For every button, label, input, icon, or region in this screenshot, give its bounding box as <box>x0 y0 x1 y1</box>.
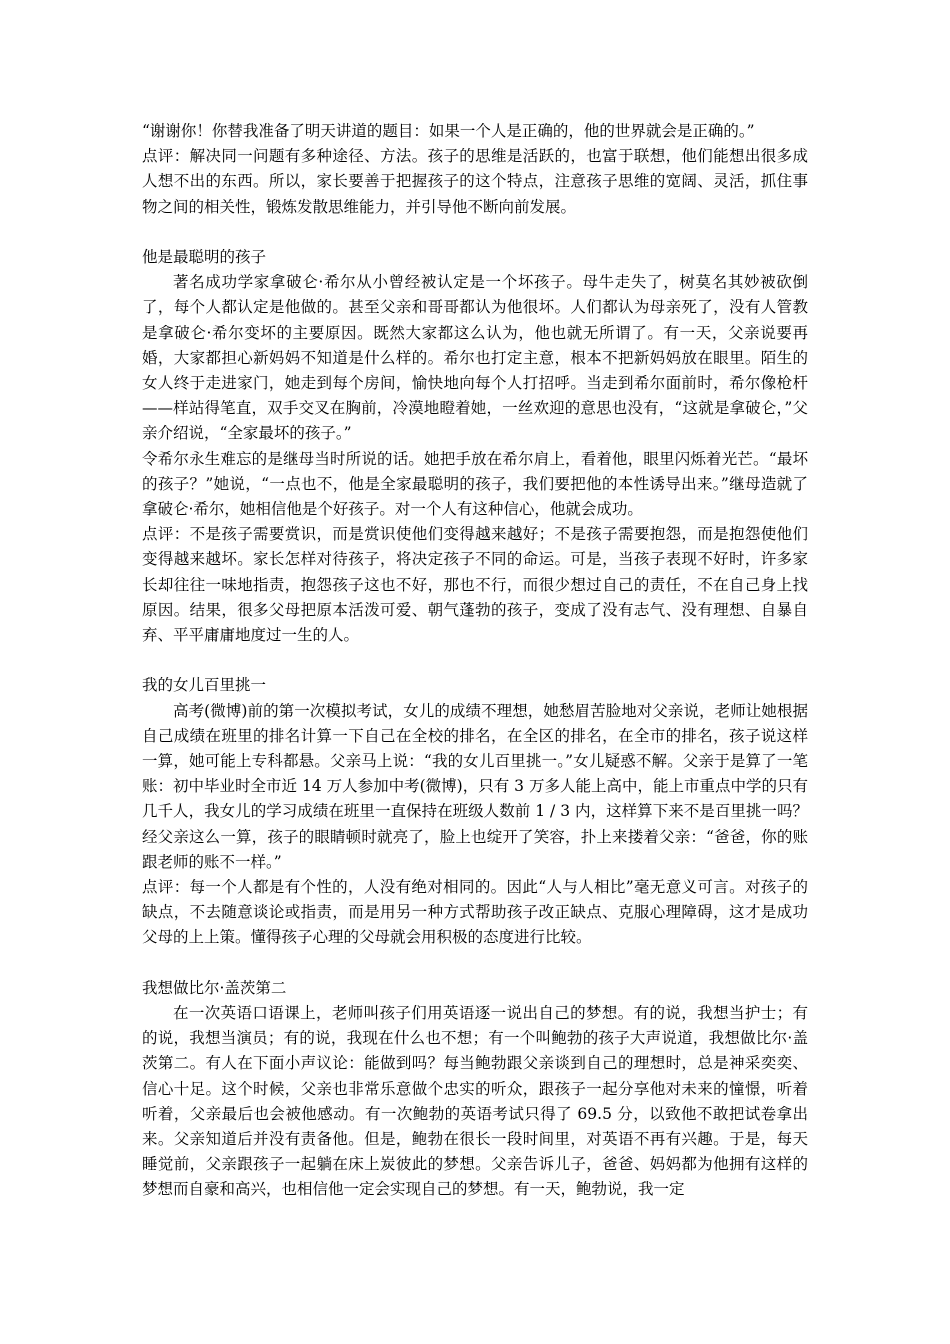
document-body <box>142 119 808 1203</box>
paragraph-gap <box>142 648 808 673</box>
section-title: 我想做比尔·盖茨第二 <box>142 978 287 997</box>
paragraph: 点评：每一个人都是有个性的，人没有绝对相同的。因此“人与人相比”毫无意义可言。对孩子的缺点，不去随意谈论或指责，而是用另一种方式帮助孩子改正缺点、克服心理障碍，这才是成功父母的上上策。懂得孩子心理的父母就会用积极的态度进行比较。 <box>142 878 808 947</box>
paragraph: “谢谢你！你替我准备了明天讲道的题目：如果一个人是正确的，他的世界就会是正确的。” <box>142 122 755 140</box>
paragraph: 点评：解决同一问题有多种途径、方法。孩子的思维是活跃的，也富于联想，他们能想出很多成人想不出的东西。所以，家长要善于把握孩子的这个特点，注意孩子思维的宽阔、灵活，抓住事物之间的相关性，锻炼发散思维能力，并引导他不断向前发展。 <box>142 147 808 216</box>
paragraph: 点评：不是孩子需要赏识，而是赏识使他们变得越来越好；不是孩子需要抱怨，而是抱怨使他们变得越来越坏。家长怎样对待孩子，将决定孩子不同的命运。可是，当孩子表现不好时，许多家长却往往一味地指责，抱怨孩子这也不好，那也不行，而很少想过自己的责任，不在自己身上找原因。结果，很多父母把原本活泼可爱、朝气蓬勃的孩子，变成了没有志气、没有理想、自暴自弃、平平庸庸地度过一生的人。 <box>142 525 808 645</box>
paragraph-gap <box>142 220 808 245</box>
paragraph: 令希尔永生难忘的是继母当时所说的话。她把手放在希尔肩上，看着他，眼里闪烁着光芒。“最坏的孩子？”她说，“一点也不，他是全家最聪明的孩子，我们要把他的本性诱导出来。”继母造就了拿破仑·希尔，她相信他是个好孩子。对一个人有这种信心，他就会成功。 <box>142 449 808 519</box>
section-title: 他是最聪明的孩子 <box>142 248 267 266</box>
section-title: 我的女儿百里挑一 <box>142 676 267 695</box>
paragraph-gap <box>142 951 808 976</box>
indented-paragraph: 著名成功学家拿破仑·希尔从小曾经被认定是一个坏孩子。母牛走失了，树莫名其妙被砍倒了，每个人都认定是他做的。甚至父亲和哥哥都认为他很坏。人们都认为母亲死了，没有人管教是拿破仑·希尔变坏的主要原因。既然大家都这么认为，他也就无所谓了。有一天，父亲说要再婚，大家都担心新妈妈不知道是什么样的。希尔也打定主意，根本不把新妈妈放在眼里。陌生的女人终于走进家门，她走到每个房间，愉快地向每个人打招呼。当走到希尔面前时，希尔像枪杆——样站得笔直，双手交叉在胸前，冷漠地瞪着她，一丝欢迎的意思也没有，“这就是拿破仑，”父亲介绍说，“全家最坏的孩子。” <box>142 273 808 443</box>
indented-paragraph: 在一次英语口语课上，老师叫孩子们用英语逐一说出自己的梦想。有的说，我想当护士；有的说，我想当演员；有的说，我现在什么也不想；有一个叫鲍勃的孩子大声说道，我想做比尔·盖茨第二。有人在下面小声议论：能做到吗？每当鲍勃跟父亲谈到自己的理想时，总是神采奕奕、信心十足。这个时候，父亲也非常乐意做个忠实的听众，跟孩子一起分享他对未来的憧憬，听着听着，父亲最后也会被他感动。有一次鲍勃的英语考试只得了 69.5 分，以致他不敢把试卷拿出来。父亲知道后并没有责备他。但是，鲍勃在很长一段时间里，对英语不再有兴趣。于是，每天睡觉前，父亲跟孩子一起躺在床上炭彼此的梦想。父亲告诉儿子，爸爸、妈妈都为他拥有这样的梦想而自豪和高兴，也相信他一定会实现自己的梦想。有一天，鲍勃说，我一定 <box>142 1004 808 1199</box>
indented-paragraph: 高考(微博)前的第一次模拟考试，女儿的成绩不理想，她愁眉苦脸地对父亲说，老师让她根据自己成绩在班里的排名计算一下自己在全校的排名，在全区的排名，在全市的排名，孩子说这样一算，她可能上专科都悬。父亲马上说：“我的女儿百里挑一。”女儿疑惑不解。父亲于是算了一笔账：初中毕业时全市近 14 万人参加中考(微博)，只有 3 万多人能上高中，能上市重点中学的只有几千人，我女儿的学习成绩在班里一直保持在班级人数前 1 / 3 内，这样算下来不是百里挑一吗？经父亲这么一算，孩子的眼睛顿时就亮了，脸上也绽开了笑容，扑上来搂着父亲：“爸爸，你的账跟老师的账不一样。” <box>142 701 808 871</box>
